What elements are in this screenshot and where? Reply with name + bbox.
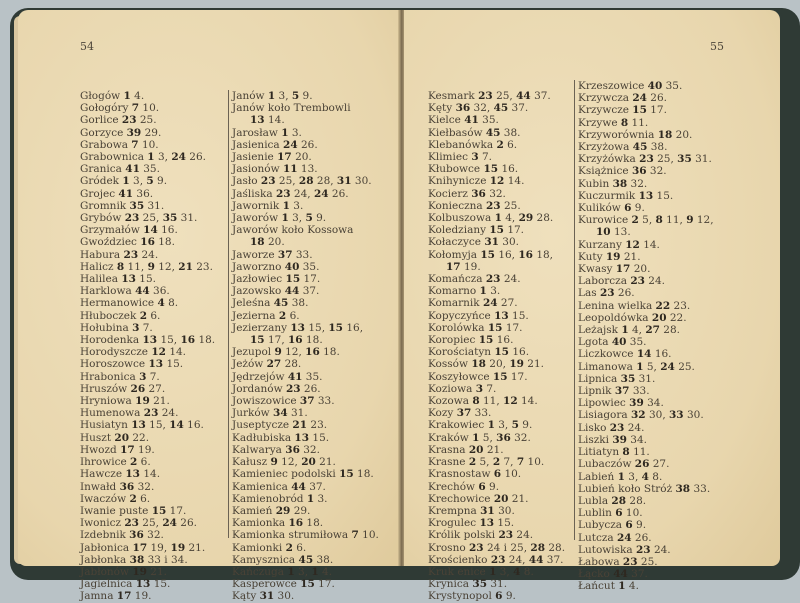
index-entry: Jabłonów 19 21. [80,565,167,578]
index-entry: Jędrzejów 41 35. [232,370,323,383]
index-entry: Gwoździec 16 18. [80,236,175,249]
index-entry: Harklowa 44 36. [80,285,170,298]
index-entry: Konieczna 23 25. [428,199,521,212]
index-entry: Kocierz 36 32. [428,187,506,200]
index-entry: Habura 23 24. [80,248,159,261]
index-entry: Jasionów 11 13. [232,163,318,176]
index-entry: Kuczurmik 13 15. [578,189,674,202]
index-entry: Krosno 23 24 i 25, 28 28. [428,541,566,554]
index-column-3 [428,90,565,603]
index-entry: Kurowice 2 5, 8 11, 9 12, [578,214,714,227]
index-entry: Las 23 26. [578,287,635,300]
index-entry: Komańcza 23 24. [428,273,521,286]
index-entry: Jasło 23 25, 28 28, 31 30. [232,175,372,188]
index-entry: Gródek 1 3, 5 9. [80,175,168,188]
index-entry: Krzyżowa 45 38. [578,141,668,154]
index-entry-continuation: 18 20. [250,236,285,249]
index-entry: Janów 1 3, 5 9. [232,90,313,102]
index-entry: Lubaczów 26 27. [578,458,670,471]
index-entry: Laborcza 23 24. [578,275,665,288]
index-entry: Hołubina 3 7. [80,321,153,334]
index-entry: Iwonicz 23 25, 24 26. [80,517,197,530]
index-entry: Jaworów koło Kossowa [232,224,354,237]
index-entry: Gorzyce 39 29. [80,126,162,139]
index-entry: Krechowice 20 21. [428,492,529,505]
index-entry: Kesmark 23 25, 44 37. [428,90,551,102]
index-entry: Kiełbasów 45 38. [428,126,521,139]
index-entry: Grabownica 1 3, 24 26. [80,151,206,164]
index-entry: Izdebnik 36 32. [80,529,164,542]
index-entry: Jazowsko 44 37. [232,285,320,298]
index-entry: Kamionka 16 18. [232,517,324,530]
index-entry: Hryniowa 19 21. [80,395,170,408]
index-entry: Koropiec 15 16. [428,334,514,347]
index-entry: Hermanowice 4 8. [80,297,179,310]
index-entry: Krasna 20 21. [428,443,504,456]
index-entry: Lipowiec 39 34. [578,397,664,410]
index-entry: Krościenko 23 24, 44 37. [428,553,564,566]
index-entry: Gromnik 35 31. [80,199,165,212]
index-entry: Książnice 36 32. [578,165,667,178]
index-entry: Lubień koło Stróż 38 33. [578,482,711,495]
index-entry: Jaśliska 23 24, 24 26. [232,187,349,200]
page-number-right: 55 [710,40,724,53]
index-entry: Klimiec 3 7. [428,151,492,164]
index-entry: Kołaczyce 31 30. [428,236,519,249]
index-entry: Jeżów 27 28. [232,358,302,371]
index-entry-continuation: 10 13. [596,226,631,239]
index-entry: Kańczuga 1 3, 1 4. [232,565,333,578]
index-entry: Jowiszowice 37 33. [232,395,335,408]
index-entry: Leżajsk 1 4, 27 28. [578,324,681,337]
index-entry: Jarosław 1 3. [232,126,302,139]
index-entry: Krzeszowice 40 35. [578,80,683,92]
index-entry: Krystynopol 6 9. [428,590,516,603]
index-entry: Iwaczów 2 6. [80,492,151,505]
index-entry: Korościatyn 15 16. [428,346,530,359]
index-entry: Jordanów 23 26. [232,382,321,395]
index-entry: Grojec 41 36. [80,187,154,200]
index-column-2 [232,90,379,603]
index-entry: Jezierzany 13 15, 15 16, [232,321,364,334]
index-entry: Inwałd 36 32. [80,480,155,493]
index-entry: Grabowa 7 10. [80,138,159,151]
index-entry: Koziowa 3 7. [428,382,497,395]
index-entry: Kamieniec podolski 15 18. [232,468,374,481]
index-entry: Krzywcza 24 26. [578,92,667,105]
index-entry: Kęty 36 32, 45 37. [428,102,529,115]
index-entry: Liczkowce 14 16. [578,348,672,361]
index-entry: Kasperowce 15 17. [232,578,335,591]
index-entry: Lipnik 37 33. [578,385,650,398]
index-entry: Horodyszcze 12 14. [80,346,187,359]
index-entry: Juseptycze 21 23. [232,419,328,432]
index-entry: Iwanie puste 15 17. [80,504,187,517]
index-entry: Gorlice 23 25. [80,114,157,127]
index-entry: Kossów 18 20, 19 21. [428,358,544,371]
index-entry: Lutowiska 23 24. [578,543,671,556]
index-entry: Kolbuszowa 1 4, 29 28. [428,212,554,225]
index-entry: Krasne 2 5, 2 7, 7 10. [428,456,545,469]
index-entry: Lubycza 6 9. [578,519,647,532]
index-entry: Kopyczyńce 13 15. [428,309,529,322]
index-entry: Jamna 17 19. [80,590,152,603]
index-entry: Lisko 23 24. [578,421,645,434]
index-entry: Lipnica 35 31. [578,372,656,385]
index-column-1 [80,90,215,603]
index-entry: Lenina wielka 22 23. [578,299,691,312]
index-entry: Kamień 29 29. [232,504,311,517]
index-entry: Lubla 28 28. [578,494,647,507]
index-entry: Ihrowice 2 6. [80,456,151,469]
index-entry: Kołomyja 15 16, 16 18, [428,248,554,261]
index-entry: Krogulec 13 15. [428,517,515,530]
index-entry: Hruszów 26 27. [80,382,166,395]
index-entry: Kamienobród 1 3. [232,492,328,505]
index-entry: Kamionki 2 6. [232,541,307,554]
index-entry: Lublin 6 10. [578,507,643,520]
left-page [18,10,402,603]
index-entry: Głogów 1 4. [80,90,145,102]
index-entry: Jawornik 1 3. [232,199,304,212]
index-entry: Jazłowiec 15 17. [232,273,321,286]
index-entry: Kwasy 17 20. [578,263,651,276]
index-entry: Kuty 19 21. [578,250,641,263]
index-entry: Kielce 41 35. [428,114,499,127]
index-entry: Huszt 20 22. [80,431,150,444]
index-entry: Łącko 44 37. [578,568,648,581]
index-entry: Limanowa 1 5, 24 25. [578,360,695,373]
index-entry: Lutcza 24 26. [578,531,652,544]
index-entry: Horodenka 13 15, 16 18. [80,334,216,347]
index-entry: Litiatyn 8 11. [578,446,650,459]
index-entry: Jabłonica 17 19, 19 21. [80,541,206,554]
index-entry: Jaworów 1 3, 5 9. [232,212,327,225]
index-entry: Jeleśna 45 38. [232,297,309,310]
index-entry: Kalwarya 36 32. [232,443,320,456]
index-entry: Gołogóry 7 10. [80,102,160,115]
index-entry: Królik polski 23 24. [428,529,534,542]
index-entry: Kulików 6 9. [578,202,645,215]
index-entry: Kubin 38 32. [578,177,648,190]
index-entry: Lgota 40 35. [578,336,647,349]
index-entry: Jezierna 2 6. [232,309,300,322]
index-entry: Krempna 31 30. [428,504,515,517]
index-entry: Krechów 6 9. [428,480,500,493]
index-entry: Korolówka 15 17. [428,321,523,334]
index-entry: Humenowa 23 24. [80,407,179,420]
index-entry-continuation: 13 14. [250,114,285,127]
index-entry: Jabłonka 38 33 i 34. [80,553,188,566]
index-entry: Lisiagora 32 30, 33 30. [578,409,704,422]
index-entry: Husiatyn 13 15, 14 16. [80,419,204,432]
index-entry: Jurków 34 31. [232,407,308,420]
index-entry: Hawcze 13 14. [80,468,161,481]
index-entry: Hłuboczek 2 6. [80,309,161,322]
index-entry: Krzyżówka 23 25, 35 31. [578,153,712,166]
right-page [404,10,780,603]
index-entry: Kozowa 8 11, 12 14. [428,395,538,408]
index-entry: Kamienica 44 37. [232,480,326,493]
index-entry: Liszki 39 34. [578,433,647,446]
index-entry: Kurzany 12 14. [578,238,660,251]
index-entry: Łabowa 23 25. [578,555,658,568]
index-entry: Łańcut 1 4. [578,580,639,593]
index-entry-continuation: 15 17, 16 18. [250,334,323,347]
index-entry: Koledziany 15 17. [428,224,525,237]
index-entry: Jaworzno 40 35. [232,260,320,273]
index-entry: Jasienie 17 20. [232,151,312,164]
index-entry: Komarnik 24 27. [428,297,518,310]
index-entry: Halicz 8 11, 9 12, 21 23. [80,260,213,273]
index-entry: Kamysznica 45 38. [232,553,334,566]
index-entry: Leopoldówka 20 22. [578,311,687,324]
index-entry: Kadłubiska 13 15. [232,431,330,444]
index-entry: Klebanówka 2 6. [428,138,518,151]
index-entry: Krasnostaw 6 10. [428,468,522,481]
index-entry-continuation: 17 19. [446,260,481,273]
index-entry: Krzywe 8 11. [578,116,649,129]
index-entry: Horoszowce 13 15. [80,358,184,371]
index-entry: Halilea 13 15. [80,273,156,286]
index-entry: Koszyłowce 15 17. [428,370,528,383]
column-rule [574,80,575,540]
index-entry: Jagielnica 13 15. [80,578,171,591]
index-entry: Kraków 1 5, 36 32. [428,431,531,444]
index-entry: Knihynicze 12 14. [428,175,525,188]
index-entry: Kamionka strumiłowa 7 10. [232,529,379,542]
index-entry: Krynica 35 31. [428,578,508,591]
index-entry: Kozy 37 33. [428,407,492,420]
index-entry: Grybów 23 25, 35 31. [80,212,198,225]
index-entry: Jaworze 37 33. [232,248,313,261]
index-entry: Kruk enice 1 3, 4 8. [428,565,534,578]
index-entry: Labień 1 3, 4 8. [578,470,663,483]
index-entry: Hrabonica 3 7. [80,370,160,383]
index-entry: Krakowiec 1 3, 5 9. [428,419,533,432]
index-entry: Granica 41 35. [80,163,160,176]
index-entry: Grzymałów 14 16. [80,224,178,237]
index-entry: Jasienica 24 26. [232,138,318,151]
index-entry: Krzywcze 15 17. [578,104,667,117]
column-rule [228,90,229,538]
index-entry: Komarno 1 3. [428,285,501,298]
index-entry: Krzyworównia 18 20. [578,128,693,141]
index-entry: Jezupol 9 12, 16 18. [232,346,340,359]
index-entry: Kłubowce 15 16. [428,163,519,176]
index-entry: Janów koło Trembowli [232,102,351,115]
page-number-left: 54 [80,40,94,53]
index-entry: Kałusz 9 12, 20 21. [232,456,336,469]
index-entry: Hwozd 17 19. [80,443,155,456]
index-column-4 [578,80,714,593]
index-entry: Kąty 31 30. [232,590,295,603]
